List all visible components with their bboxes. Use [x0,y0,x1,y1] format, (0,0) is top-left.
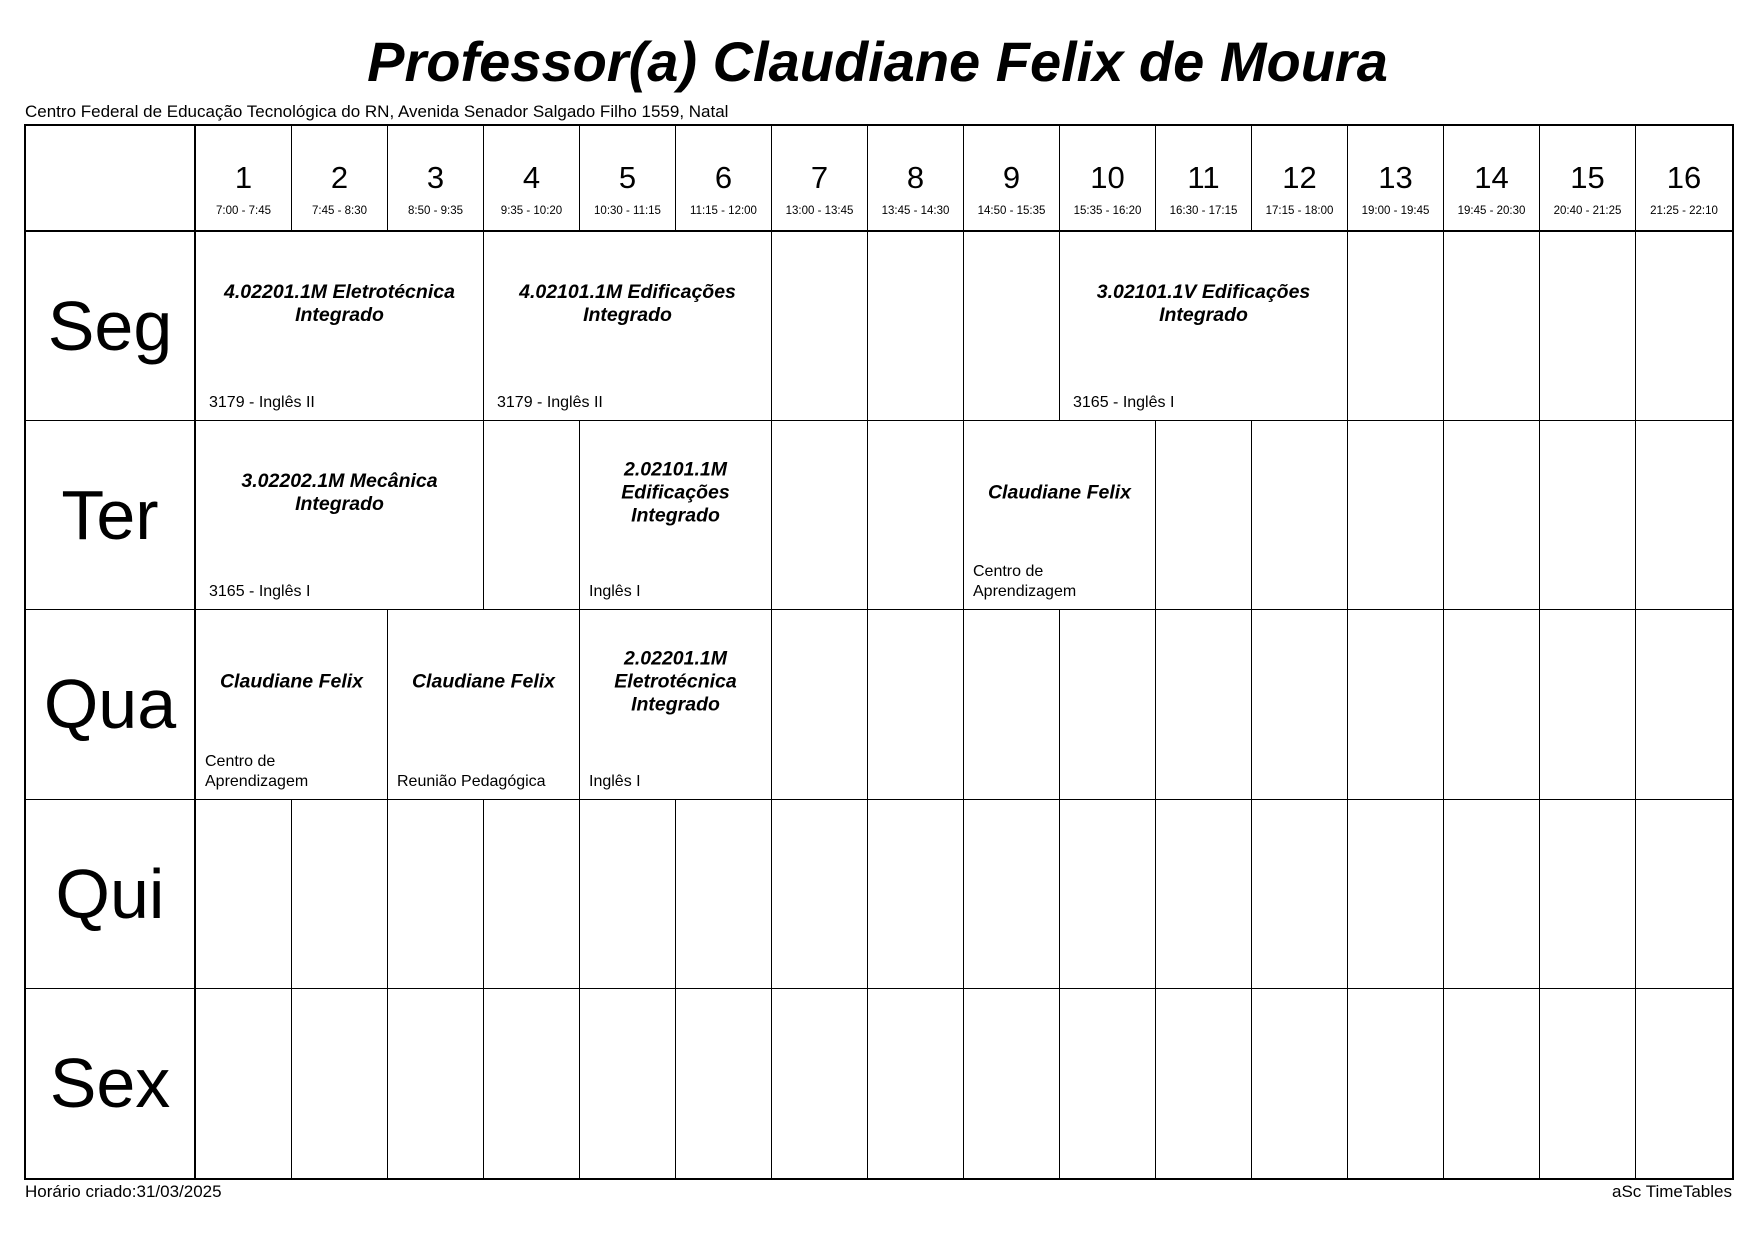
period-time: 13:00 - 13:45 [785,205,854,217]
lesson-subject: Inglês I [589,583,641,601]
empty-slot [772,989,868,1178]
empty-slot [1156,800,1252,989]
empty-slot [1156,610,1252,799]
empty-slot [1252,800,1348,989]
day-label: Seg [26,232,196,421]
created-date: Horário criado:31/03/2025 [25,1182,222,1201]
empty-slot [868,989,964,1178]
empty-slot [772,610,868,799]
empty-slot [772,800,868,989]
lesson-class-name: 3.02202.1M Mecânica Integrado [241,470,438,516]
lesson-class-name: 3.02101.1V Edificações Integrado [1096,281,1311,326]
lesson-class-name: 4.02101.1M Edificações Integrado [519,281,736,326]
empty-slot [964,800,1060,989]
empty-slot [1252,989,1348,1178]
empty-slot [1156,989,1252,1178]
period-time: 11:15 - 12:00 [690,205,757,217]
lesson-subject: 3179 - Inglês II [209,394,315,412]
empty-slot [1540,800,1636,989]
empty-slot [1156,421,1252,610]
empty-slot [1348,989,1444,1178]
day-label: Qui [26,800,196,989]
empty-slot [1540,610,1636,799]
period-header [868,126,964,232]
empty-slot [292,800,388,989]
empty-slot [868,421,964,610]
day-label: Qua [26,610,196,799]
period-time: 20:40 - 21:25 [1553,205,1622,217]
period-number: 12 [1282,160,1317,195]
empty-slot [1252,421,1348,610]
empty-slot [484,421,580,610]
period-number: 8 [906,160,925,195]
day-label: Ter [26,421,196,610]
empty-slot [1444,989,1540,1178]
period-number: 4 [522,160,541,195]
empty-slot [1444,610,1540,799]
empty-slot [772,421,868,610]
period-time: 14:50 - 15:35 [977,205,1046,217]
period-header [1348,126,1444,232]
empty-slot [1636,989,1732,1178]
institution-address: Centro Federal de Educação Tecnológica do RN, Avenida Senador Salgado Filho 1559, Natal [25,102,729,121]
period-number: 13 [1378,160,1413,195]
period-header [484,126,580,232]
empty-slot [580,800,676,989]
lesson-card[interactable] [196,610,388,799]
timetable-grid [24,124,1734,1180]
lesson-subject: 3165 - Inglês I [1073,394,1175,412]
software-credit: aSc TimeTables [1612,1182,1732,1201]
lesson-subject: 3179 - Inglês II [497,394,603,412]
empty-slot [1060,610,1156,799]
period-time: 16:30 - 17:15 [1169,205,1238,217]
day-label: Sex [26,989,196,1178]
period-number: 14 [1474,160,1509,195]
period-header [1156,126,1252,232]
period-time: 19:45 - 20:30 [1457,205,1526,217]
empty-slot [484,800,580,989]
empty-slot [868,610,964,799]
empty-slot [1252,610,1348,799]
period-time: 8:50 - 9:35 [408,205,463,217]
empty-slot [484,989,580,1178]
lesson-card[interactable] [580,610,772,799]
period-number: 11 [1187,160,1220,195]
empty-slot [1348,800,1444,989]
period-number: 16 [1666,160,1702,195]
period-header [196,126,292,232]
empty-slot [772,232,868,421]
period-time: 21:25 - 22:10 [1650,205,1718,217]
empty-slot [964,610,1060,799]
page-title: Professor(a) Claudiane Felix de Moura [367,30,1388,93]
empty-slot [1444,800,1540,989]
period-header [1060,126,1156,232]
lesson-card[interactable] [196,232,484,421]
empty-slot [964,232,1060,421]
lesson-class-name: 2.02201.1M Eletrotécnica Integrado [614,647,737,716]
empty-slot [1348,610,1444,799]
empty-slot [1444,232,1540,421]
period-header [580,126,676,232]
lesson-card[interactable] [388,610,580,799]
period-number: 6 [714,160,733,195]
empty-slot [1348,232,1444,421]
lesson-subject: Centro de Aprendizagem [973,563,1077,601]
lesson-subject: Inglês I [589,772,641,790]
empty-slot [292,989,388,1178]
lesson-card[interactable] [964,421,1156,610]
empty-slot [580,989,676,1178]
empty-slot [1540,421,1636,610]
period-time: 19:00 - 19:45 [1361,205,1430,217]
empty-slot [1636,610,1732,799]
empty-slot [1348,421,1444,610]
empty-slot [388,800,484,989]
empty-slot [1636,232,1732,421]
period-header [1540,126,1636,232]
period-number: 2 [330,160,349,195]
period-number: 15 [1570,160,1605,195]
period-number: 7 [810,160,829,195]
period-header [964,126,1060,232]
empty-slot [1636,800,1732,989]
lesson-class-name: 2.02101.1M Edificações Integrado [621,458,730,527]
empty-slot [1060,989,1156,1178]
lesson-card[interactable] [1060,232,1348,421]
lesson-card[interactable] [484,232,772,421]
period-header [292,126,388,232]
period-time: 9:35 - 10:20 [500,205,563,217]
empty-slot [1540,232,1636,421]
period-time: 7:00 - 7:45 [216,205,271,217]
lesson-class-name: 4.02201.1M Eletrotécnica Integrado [224,281,455,326]
period-header [1636,126,1732,232]
empty-slot [676,800,772,989]
grid-corner [26,126,196,232]
empty-slot [196,989,292,1178]
lesson-class-name: Claudiane Felix [411,670,556,693]
empty-slot [676,989,772,1178]
lesson-subject: 3165 - Inglês I [209,583,311,601]
lesson-card[interactable] [196,421,484,610]
empty-slot [196,800,292,989]
lesson-card[interactable] [580,421,772,610]
empty-slot [868,232,964,421]
period-time: 15:35 - 16:20 [1073,205,1142,217]
period-header [388,126,484,232]
lesson-subject: Centro de Aprendizagem [205,752,309,790]
empty-slot [1636,421,1732,610]
empty-slot [868,800,964,989]
empty-slot [1060,800,1156,989]
period-header [676,126,772,232]
period-number: 5 [618,160,637,195]
period-header [772,126,868,232]
period-time: 13:45 - 14:30 [881,205,950,217]
period-number: 9 [1002,160,1021,195]
lesson-class-name: Claudiane Felix [987,481,1132,504]
empty-slot [388,989,484,1178]
lesson-class-name: Claudiane Felix [219,670,364,693]
empty-slot [964,989,1060,1178]
lesson-subject: Reunião Pedagógica [397,772,546,790]
period-time: 10:30 - 11:15 [594,205,661,217]
period-header [1252,126,1348,232]
period-header [1444,126,1540,232]
empty-slot [1540,989,1636,1178]
period-number: 3 [426,160,445,195]
period-time: 7:45 - 8:30 [312,205,367,217]
period-number: 1 [234,160,253,195]
period-time: 17:15 - 18:00 [1265,205,1334,217]
empty-slot [1444,421,1540,610]
period-number: 10 [1090,160,1125,195]
